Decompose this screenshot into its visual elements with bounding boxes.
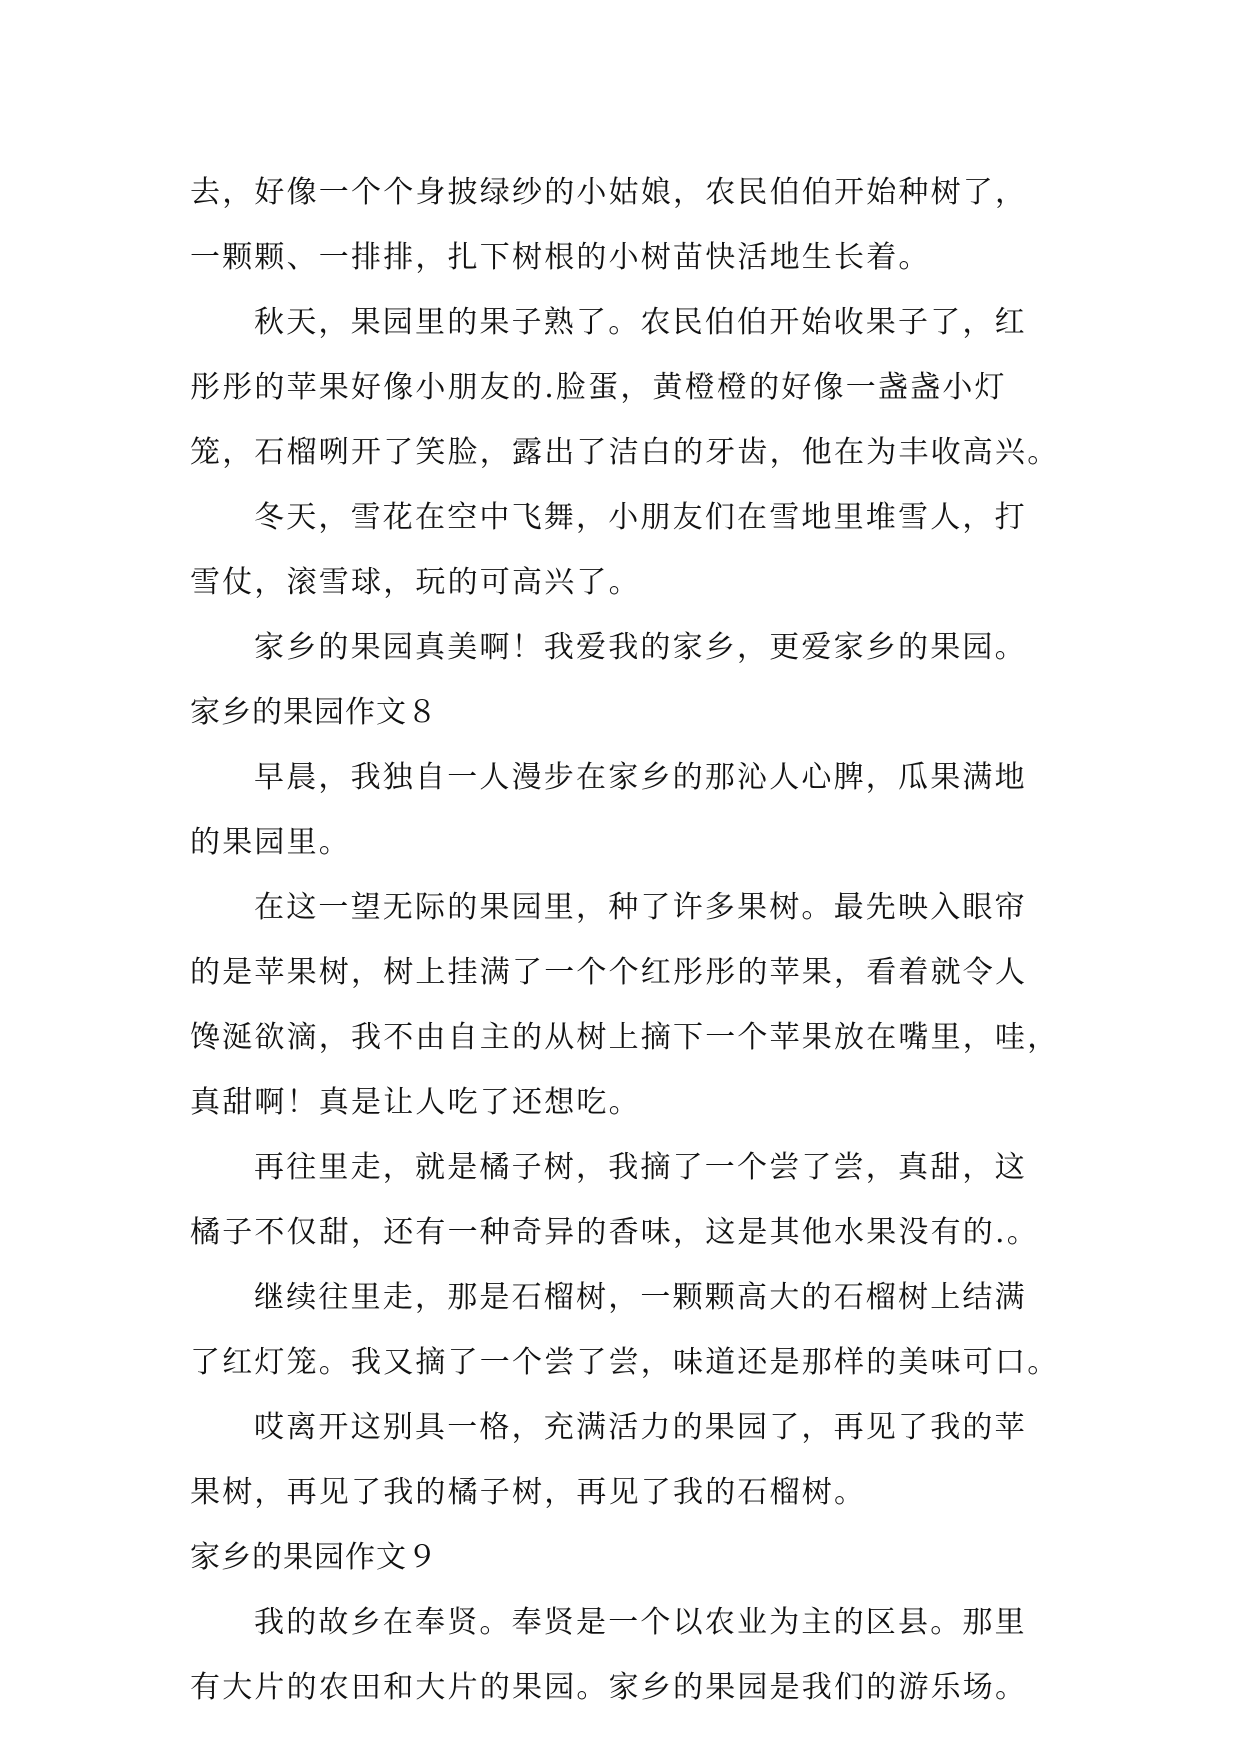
text-line: 馋涎欲滴，我不由自主的从树上摘下一个苹果放在嘴里，哇， <box>190 1020 1060 1055</box>
text-line: 果树，再见了我的橘子树，再见了我的石榴树。 <box>190 1475 867 1510</box>
paragraph-start-line: 我的故乡在奉贤。奉贤是一个以农业为主的区县。那里 <box>254 1605 1027 1640</box>
text-line: 橘子不仅甜，还有一种奇异的香味，这是其他水果没有的.。 <box>190 1215 1039 1250</box>
paragraph-start-line: 家乡的果园真美啊！我爱我的家乡，更爱家乡的果园。 <box>254 630 1027 665</box>
text-line: 真甜啊！真是让人吃了还想吃。 <box>190 1085 641 1120</box>
text-line: 一颗颗、一排排，扎下树根的小树苗快活地生长着。 <box>190 240 931 275</box>
article-body <box>190 160 1070 1720</box>
text-line: 去，好像一个个身披绿纱的小姑娘，农民伯伯开始种树了， <box>190 175 1028 210</box>
paragraph-start-line: 冬天，雪花在空中飞舞，小朋友们在雪地里堆雪人，打 <box>254 500 1027 535</box>
text-line: 的果园里。 <box>190 825 351 860</box>
section-heading: 家乡的果园作文９ <box>190 1540 438 1575</box>
paragraph-start-line: 秋天，果园里的果子熟了。农民伯伯开始收果子了，红 <box>254 305 1027 340</box>
paragraph-start-line: 哎离开这别具一格，充满活力的果园了，再见了我的苹 <box>254 1410 1027 1445</box>
paragraph-start-line: 继续往里走，那是石榴树，一颗颗高大的石榴树上结满 <box>254 1280 1027 1315</box>
section-heading: 家乡的果园作文８ <box>190 695 438 730</box>
text-line: 了红灯笼。我又摘了一个尝了尝，味道还是那样的美味可口。 <box>190 1345 1060 1380</box>
text-line: 的是苹果树，树上挂满了一个个红彤彤的苹果，看着就令人 <box>190 955 1028 990</box>
paragraph-start-line: 早晨，我独自一人漫步在家乡的那沁人心脾，瓜果满地 <box>254 760 1027 795</box>
text-line: 有大片的农田和大片的果园。家乡的果园是我们的游乐场。 <box>190 1670 1028 1705</box>
text-line: 笼，石榴咧开了笑脸，露出了洁白的牙齿，他在为丰收高兴。 <box>190 435 1060 470</box>
paragraph-start-line: 再往里走，就是橘子树，我摘了一个尝了尝，真甜，这 <box>254 1150 1027 1185</box>
paragraph-start-line: 在这一望无际的果园里，种了许多果树。最先映入眼帘 <box>254 890 1027 925</box>
text-line: 彤彤的苹果好像小朋友的.脸蛋，黄橙橙的好像一盏盏小灯 <box>190 370 1007 405</box>
text-line: 雪仗，滚雪球，玩的可高兴了。 <box>190 565 641 600</box>
